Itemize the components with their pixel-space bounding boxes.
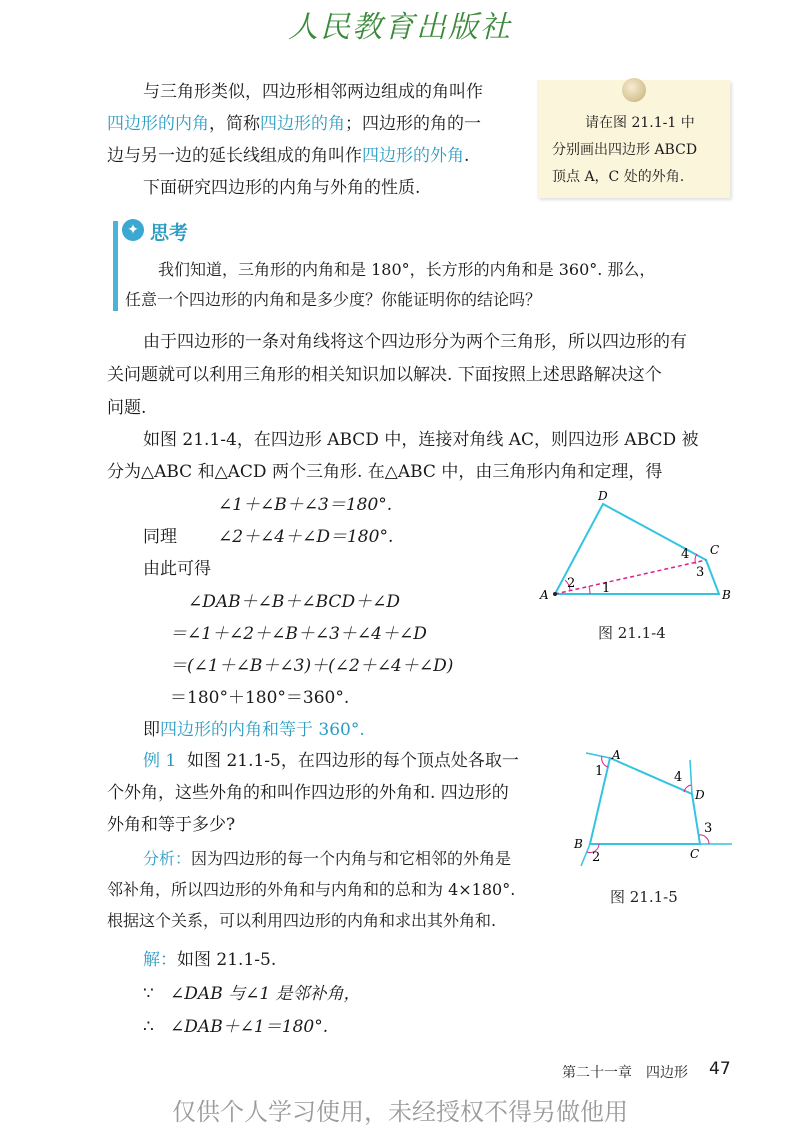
solution-line-1: 解：如图 21.1-5. xyxy=(143,950,277,970)
intro-line-3: 边与另一边的延长线组成的角叫作四边形的外角. xyxy=(107,146,470,166)
quad-abcd xyxy=(555,504,719,594)
vertex-dot-a xyxy=(553,592,557,596)
side-note-line-1: 请在图 21.1-1 中 xyxy=(585,115,695,131)
intro-line-2: 四边形的内角，简称四边形的角；四边形的角的一 xyxy=(107,114,481,134)
therefore-symbol: ∴ xyxy=(143,1017,154,1037)
label-B: B xyxy=(722,588,731,602)
equation-5: ＝(∠1＋∠B＋∠3)＋(∠2＋∠4＋∠D) xyxy=(170,656,454,676)
think-line-2: 任意一个四边形的内角和是多少度？你能证明你的结论吗？ xyxy=(125,290,542,309)
chapter-label: 第二十一章 四边形 xyxy=(562,1065,688,1081)
label-B2: B xyxy=(574,837,583,851)
label-1b: 1 xyxy=(595,764,604,779)
figure-21-1-4 xyxy=(530,488,760,618)
think-bar xyxy=(113,221,118,311)
label-A2: A xyxy=(612,748,621,762)
hence-label: 由此可得 xyxy=(143,559,211,579)
label-3b: 3 xyxy=(704,821,713,836)
conclusion: 即四边形的内角和等于 360°. xyxy=(143,720,365,740)
para1-line-3: 问题. xyxy=(107,398,147,418)
analysis-tag: 分析： xyxy=(143,849,192,868)
label-C: C xyxy=(710,543,720,557)
angle-mark-1 xyxy=(589,586,590,594)
pin-icon xyxy=(622,78,646,102)
label-4: 4 xyxy=(681,547,690,562)
equation-2: ∠2＋∠4＋∠D＝180°. xyxy=(218,527,394,547)
analysis-line-2: 邻补角，所以四边形的外角和与内角和的总和为 4×180°. xyxy=(107,880,516,899)
conclusion-highlight: 四边形的内角和等于 360°. xyxy=(160,720,365,740)
label-D: D xyxy=(598,489,608,503)
example-tag: 例 1 xyxy=(143,751,177,771)
term-angle: 四边形的角 xyxy=(260,114,345,134)
watermark: 仅供个人学习使用，未经授权不得另做他用 xyxy=(172,1098,628,1126)
example-line-2: 个外角，这些外角的和叫作四边形的外角和. 四边形的 xyxy=(107,783,509,803)
ext-line-d xyxy=(690,760,692,794)
quad-abcd-2 xyxy=(590,758,700,844)
figure2-caption: 图 21.1-5 xyxy=(610,888,678,906)
analysis-line-3: 根据这个关系，可以利用四边形的内角和求出其外角和. xyxy=(107,911,497,930)
intro-line-1: 与三角形类似，四边形相邻两边组成的角叫作 xyxy=(143,82,483,102)
side-note-line-3: 顶点 A，C 处的外角. xyxy=(552,169,685,185)
analysis-line-1: 分析：因为四边形的每一个内角与和它相邻的外角是 xyxy=(143,849,512,868)
label-2: 2 xyxy=(567,576,576,591)
label-2b: 2 xyxy=(592,850,601,865)
side-note-line-2: 分别画出四边形 ABCD xyxy=(552,142,698,158)
label-A: A xyxy=(540,588,549,602)
equation-3: ∠DAB＋∠B＋∠BCD＋∠D xyxy=(188,592,400,612)
label-1: 1 xyxy=(602,581,611,596)
publisher-logo: 人民教育出版社 xyxy=(288,10,512,45)
think-line-1: 我们知道，三角形的内角和是 180°，长方形的内角和是 360°. 那么， xyxy=(158,260,656,279)
intro-line-4: 下面研究四边形的内角与外角的性质. xyxy=(143,178,421,198)
label-C2: C xyxy=(690,847,700,861)
page-number: 47 xyxy=(709,1059,731,1079)
bulb-icon: ✦ xyxy=(122,219,144,241)
figure-21-1-5 xyxy=(562,748,740,870)
para1-line-2: 关问题就可以利用三角形的相关知识加以解决. 下面按照上述思路解决这个 xyxy=(107,365,662,385)
label-4b: 4 xyxy=(674,770,683,785)
same-label: 同理 xyxy=(143,527,177,547)
label-3: 3 xyxy=(696,565,705,580)
figure1-caption: 图 21.1-4 xyxy=(598,624,666,642)
because-symbol: ∵ xyxy=(143,984,154,1004)
solution-tag: 解： xyxy=(143,950,177,970)
diagonal-ac xyxy=(555,560,706,594)
example-line-3: 外角和等于多少? xyxy=(107,815,236,835)
para2-line-1: 如图 21.1-4，在四边形 ABCD 中，连接对角线 AC，则四边形 ABCD 被 xyxy=(143,430,699,450)
term-exterior-angle: 四边形的外角 xyxy=(362,146,464,166)
equation-6: ＝180°＋180°＝360°. xyxy=(170,688,350,708)
equation-1: ∠1＋∠B＋∠3＝180°. xyxy=(218,495,393,515)
para1-line-1: 由于四边形的一条对角线将这个四边形分为两个三角形，所以四边形的有 xyxy=(143,332,687,352)
solution-line-3: ∴ ∠DAB＋∠1＝180°. xyxy=(143,1017,329,1037)
ext-line-a xyxy=(586,753,610,758)
label-D2: D xyxy=(695,788,705,802)
term-interior-angle: 四边形的内角 xyxy=(107,114,209,134)
think-title: 思考 xyxy=(150,222,189,244)
solution-line-2: ∵ ∠DAB 与∠1 是邻补角， xyxy=(143,984,361,1004)
equation-4: ＝∠1＋∠2＋∠B＋∠3＋∠4＋∠D xyxy=(170,624,427,644)
example-line-1: 例 1 如图 21.1-5，在四边形的每个顶点处各取一 xyxy=(143,751,519,771)
para2-line-2: 分为△ABC 和△ACD 两个三角形. 在△ABC 中，由三角形内角和定理，得 xyxy=(107,462,663,482)
